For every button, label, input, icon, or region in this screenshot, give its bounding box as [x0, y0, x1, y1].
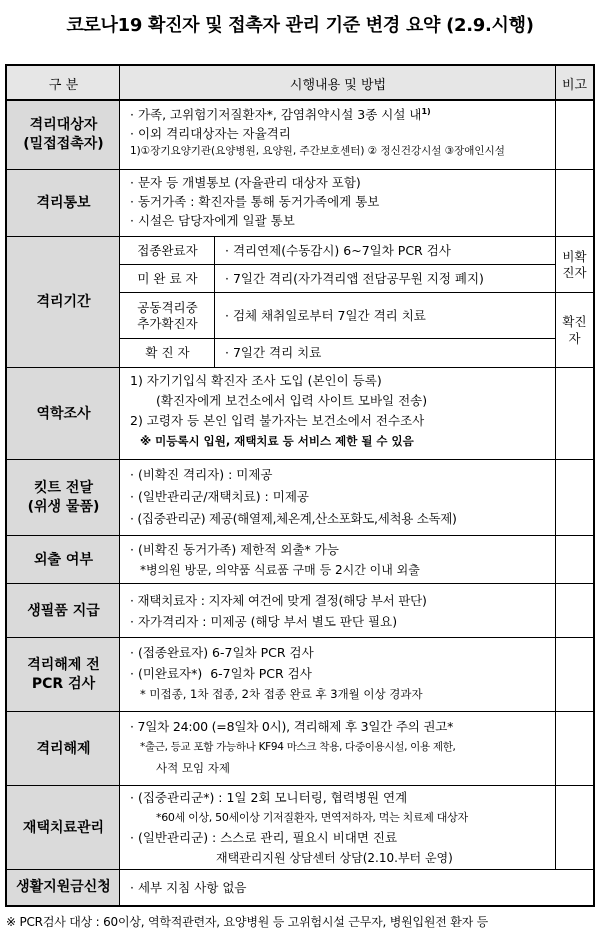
label-epi: 역학조사 — [7, 368, 120, 460]
bottom-note: ※ PCR검사 대상 : 60이상, 역학적관련자, 요양병원 등 고위험시설 근무자, 병원입원전 환자 등 — [6, 915, 489, 929]
header-remark: 비고 — [556, 66, 593, 100]
text-line: · 검체 채취일로부터 7일간 격리 치료 — [225, 308, 426, 323]
content-release — [120, 712, 556, 786]
sub-cohort-confirmed: 공동격리중 추가확진자 — [137, 299, 198, 331]
text-line: * 미접종, 1차 접종, 2차 접종 완료 후 3개월 이상 경과자 — [140, 687, 423, 701]
text-line: · (집중관리군*) : 1일 2회 모니터링, 협력병원 연계 — [130, 790, 408, 805]
sub-text — [215, 339, 556, 368]
text-line: 사적 모임 자제 — [156, 761, 230, 775]
text-line: *출근, 등교 포함 가능하나 KF94 마스크 착용, 다중이용시설, 이용 제한, — [140, 741, 456, 753]
content-kit — [120, 460, 556, 536]
header-category: 구 분 — [7, 66, 120, 100]
page-title: 코로나19 확진자 및 접촉자 관리 기준 변경 요약 (2.9.시행) — [66, 15, 534, 36]
remark-non-confirmed: 비확 진자 — [562, 248, 587, 280]
content-outing — [120, 536, 556, 584]
label-home-care: 재택치료관리 — [7, 786, 120, 870]
content-pcr — [120, 638, 556, 712]
grid-line — [214, 237, 215, 368]
text-line: 재택관리지원 상담센터 상담(2.10.부터 운영) — [216, 851, 453, 865]
header-content: 시행내용 및 방법 — [120, 66, 556, 100]
label-support: 생활지원금신청 — [7, 870, 120, 905]
grid-line — [7, 869, 593, 870]
label-outing: 외출 여부 — [7, 536, 120, 584]
sub-unvaccinated: 미 완 료 자 — [137, 270, 198, 286]
grid-line — [119, 66, 120, 905]
sub-text — [215, 293, 556, 339]
text-line: · 7일차 24:00 (=8일차 0시), 격리해제 후 3일간 주의 권고* — [130, 719, 454, 734]
grid-line — [7, 637, 593, 638]
text-line: · 시설은 담당자에게 일괄 통보 — [130, 213, 295, 228]
grid-line — [120, 292, 593, 293]
text-line: · (일반관리군) : 스스로 관리, 필요시 비대면 진료 — [130, 830, 398, 845]
grid-line — [7, 367, 593, 368]
text-line: 1) 자기기입식 확진자 조사 도입 (본인이 등록) — [130, 373, 382, 388]
text-line: · (미완료자*) 6-7일차 PCR 검사 — [130, 666, 312, 681]
text-line: *60세 이상, 50세이상 기저질환자, 면역저하자, 먹는 치료제 대상자 — [156, 811, 468, 824]
text-line: · 문자 등 개별통보 (자율관리 대상자 포함) — [130, 175, 361, 190]
superscript: 1) — [421, 107, 431, 116]
text-line: · (집중관리군) 제공(해열제,체온계,산소포화도,세척용 소독제) — [130, 511, 457, 526]
text-line: · 7일간 격리(자가격리앱 전담공무원 지정 폐지) — [225, 271, 484, 286]
content-support — [120, 870, 556, 905]
footnote-line: 1)①장기요양기관(요양병원, 요양원, 주간보호센터) ② 정신건강시설 ③장애인시설 — [130, 145, 505, 158]
content-supplies — [120, 584, 556, 638]
label-kit: 킷트 전달 (위생 물품) — [7, 460, 120, 536]
sub-text — [215, 237, 556, 265]
sub-confirmed: 확 진 자 — [145, 345, 190, 361]
label-release: 격리해제 — [7, 712, 120, 786]
text-line: · (비확진 격리자) : 미제공 — [130, 467, 273, 482]
label-isolation-period: 격리기간 — [7, 237, 120, 368]
grid-line — [555, 66, 556, 870]
sub-vaccinated: 접종완료자 — [137, 242, 198, 258]
text-line: · 이외 격리대상자는 자율격리 — [130, 126, 291, 142]
text-line: · 동거가족 : 확진자를 통해 동거가족에게 통보 — [130, 194, 380, 209]
grid-line — [7, 236, 593, 237]
text-line: · 격리연제(수동감시) 6~7일차 PCR 검사 — [225, 243, 451, 258]
grid-line — [7, 583, 593, 584]
text-line: (확진자에게 보건소에서 입력 사이트 모바일 전송) — [156, 393, 428, 408]
grid-line — [7, 169, 593, 170]
text-line: · 가족, 고위험기저질환자*, 감염취약시설 3종 시설 내 — [130, 107, 422, 123]
text-line: · (접종완료자) 6-7일차 PCR 검사 — [130, 645, 314, 660]
label-isolation-target: 격리대상자 (밀접접촉자) — [7, 100, 120, 170]
content-home-care — [120, 786, 556, 870]
text-line: · (일반관리군/재택치료) : 미제공 — [130, 489, 309, 504]
content-isolation-target — [120, 100, 556, 170]
label-isolation-notice: 격리통보 — [7, 170, 120, 237]
text-line: *병의원 방문, 의약품 식료품 구매 등 2시간 이내 외출 — [140, 563, 420, 577]
text-line: · 7일간 격리 치료 — [225, 345, 322, 360]
text-line: 2) 고령자 등 본인 입력 불가자는 보건소에서 전수조사 — [130, 413, 425, 428]
label-pcr: 격리해제 전 PCR 검사 — [7, 638, 120, 712]
text-line: · (비확진 동거가족) 제한적 외출* 가능 — [130, 542, 339, 557]
text-line: · 자가격리자 : 미제공 (해당 부서 별도 판단 필요) — [130, 614, 398, 629]
warning-line: ※ 미등록시 입원, 재택치료 등 서비스 제한 될 수 있음 — [140, 434, 414, 448]
grid-line — [120, 338, 556, 339]
grid-line — [7, 99, 593, 101]
grid-line — [120, 264, 556, 265]
content-epi — [120, 368, 556, 460]
grid-line — [7, 785, 593, 786]
text-line: · 재택치료자 : 지자체 여건에 맞게 결정(해당 부서 판단) — [130, 593, 427, 608]
content-isolation-notice — [120, 170, 556, 237]
summary-table — [5, 64, 595, 907]
grid-line — [7, 535, 593, 536]
text-line: · 세부 지침 사항 없음 — [130, 880, 247, 895]
grid-line — [7, 459, 593, 460]
label-supplies: 생필품 지급 — [7, 584, 120, 638]
grid-line — [7, 711, 593, 712]
remark-confirmed: 확진 자 — [562, 314, 587, 346]
sub-text — [215, 265, 556, 293]
